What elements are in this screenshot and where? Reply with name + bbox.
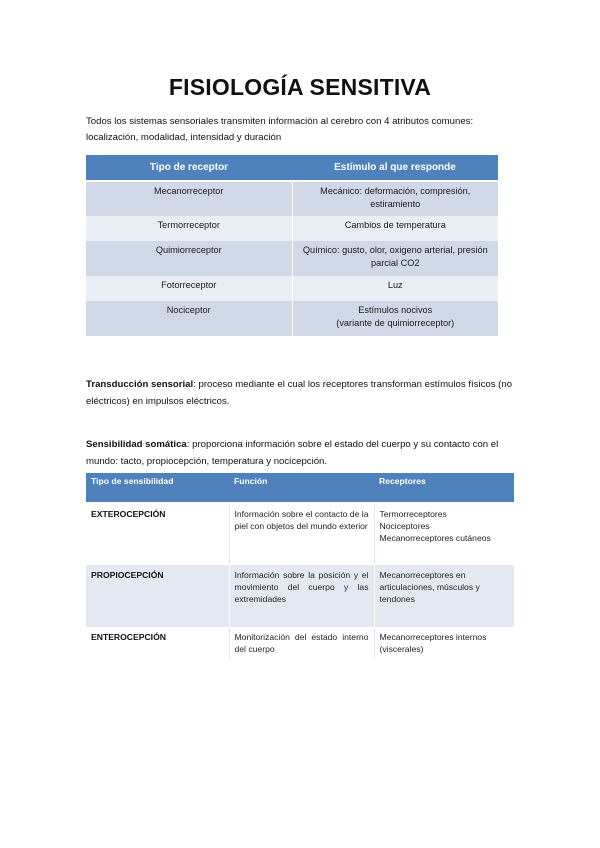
table-row: [86, 565, 514, 627]
table-row: [86, 181, 498, 216]
receptor-tipo-cell: Nociceptor: [86, 301, 292, 336]
estimulo-line: Cambios de temperatura: [344, 220, 446, 230]
receptor-estimulo-cell: [292, 276, 498, 301]
estimulo-line: parcial CO2: [370, 258, 420, 268]
somatica-term: Sensibilidad somática: [86, 439, 187, 450]
receptor-estimulo-cell: [292, 241, 498, 276]
receptor-line: Termorreceptores: [379, 509, 447, 519]
receptor-tipo-cell: Quimiorreceptor: [86, 241, 292, 276]
estimulo-line: estiramiento: [370, 199, 421, 209]
transduccion-paragraph: [86, 376, 526, 410]
intro-paragraph: Todos los sistemas sensoriales transmiten información al cerebro con 4 atributos comunes: localización, modalidad, intensidad y duración: [86, 116, 474, 143]
estimulo-line: Mecánico: deformación, compresión,: [320, 186, 471, 196]
somatica-paragraph: [86, 436, 526, 470]
sensibilidad-funcion-cell: Información sobre el contacto de la piel con objetos del mundo exterior: [229, 503, 374, 565]
receptor-estimulo-cell: [292, 216, 498, 241]
page-title: FISIOLOGÍA SENSITIVA: [168, 74, 432, 100]
receptor-table-header: [86, 155, 498, 181]
table-row: [86, 241, 498, 276]
sensibilidad-table-header: [86, 473, 514, 503]
table-row: [86, 627, 514, 659]
receptor-estimulo-cell: [292, 301, 498, 336]
table-row: [86, 301, 498, 336]
sensibilidad-receptores-cell: [374, 627, 514, 659]
receptor-line: Mecanorreceptores internos (viscerales): [379, 632, 487, 654]
receptor-line: Nociceptores: [379, 521, 430, 531]
header-tipo-sensibilidad: Tipo de sensibilidad: [86, 473, 229, 503]
sensibilidad-funcion-cell: Información sobre la posición y el movimiento del cuerpo y las extremidades: [229, 565, 374, 627]
receptor-tipo-cell: Fotorreceptor: [86, 276, 292, 301]
sensibilidad-table: [86, 473, 514, 659]
estimulo-line: Químico: gusto, olor, oxigeno arterial, presión: [302, 245, 488, 255]
receptor-estimulo-cell: [292, 181, 498, 216]
receptor-line: Mecanorreceptores cutáneos: [379, 533, 491, 543]
table-row: [86, 276, 498, 301]
receptor-tipo-cell: Termorreceptor: [86, 216, 292, 241]
sensibilidad-tipo-cell: ENTEROCEPCIÓN: [86, 627, 229, 659]
receptor-tipo-cell: Mecanorreceptor: [86, 181, 292, 216]
transduccion-text: : proceso mediante el cual los receptores transforman estímulos físicos (no eléctricos) en impulsos eléctricos.: [86, 379, 513, 407]
sensibilidad-funcion-cell: Monitorización del estado interno del cuerpo: [229, 627, 374, 659]
estimulo-line: (variante de quimiorreceptor): [336, 318, 455, 328]
somatica-text: : proporciona información sobre el estado del cuerpo y su contacto con el mundo: tacto, propiocepción, temperatura y nocicepción.: [86, 439, 499, 467]
table-row: [86, 216, 498, 241]
table-row: [86, 503, 514, 565]
receptor-line: Mecanorreceptores en articulaciones, músculos y tendones: [379, 570, 480, 604]
receptor-table: [86, 155, 498, 336]
sensibilidad-tipo-cell: EXTEROCEPCIÓN: [86, 503, 229, 565]
transduccion-term: Transducción sensorial: [86, 379, 194, 390]
header-estimulo: Estímulo al que responde: [292, 155, 498, 181]
estimulo-line: Estímulos nocivos: [358, 305, 433, 315]
sensibilidad-tipo-cell: PROPIOCEPCIÓN: [86, 565, 229, 627]
header-funcion: Función: [229, 473, 374, 503]
header-receptores: Receptores: [374, 473, 514, 503]
estimulo-line: Luz: [387, 280, 403, 290]
sensibilidad-receptores-cell: [374, 503, 514, 565]
header-tipo-receptor: Tipo de receptor: [86, 155, 292, 181]
sensibilidad-receptores-cell: [374, 565, 514, 627]
